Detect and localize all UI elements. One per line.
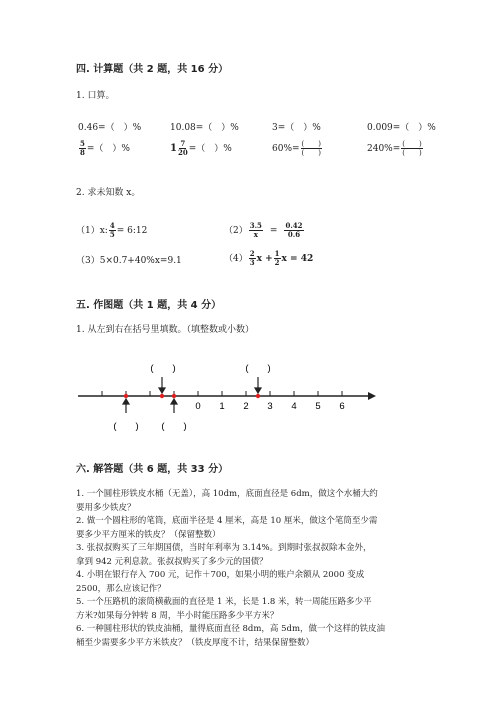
frac-num: 1 <box>274 249 280 258</box>
problem-line: 4. 小明在银行存入 700 元，记作＋700，如果小明的账户余额从 2000 变成 <box>76 570 365 580</box>
section4-title: 四. 计算题（共 2 题，共 16 分） <box>76 64 229 75</box>
frac-den: 8 <box>80 148 85 157</box>
eq2-equals: = <box>269 226 278 236</box>
oral-2-4-lead: 240%= <box>367 144 401 154</box>
point-d <box>256 394 260 398</box>
tick-label-0: 0 <box>195 401 201 412</box>
blank-below-2: ( ) <box>161 421 187 432</box>
arrow-head-icon <box>368 392 376 400</box>
tick-marks <box>102 391 342 396</box>
problem-line: 3. 张叔叔购买了三年期国债，当时年利率为 3.14%。到期时张叔叔除本金外， <box>76 543 372 553</box>
blank-below-1: ( ) <box>113 421 139 432</box>
oral-1-1: 0.46=（ ）% <box>78 123 142 133</box>
tick-label-5: 5 <box>315 401 321 412</box>
tick-label-1: 1 <box>219 401 225 412</box>
eq1-rest: = 6:12 <box>116 226 148 236</box>
oral-2-1 <box>78 140 130 157</box>
point-a <box>124 394 128 398</box>
eq4-mid: x + <box>256 254 273 264</box>
tick-label-3: 3 <box>267 401 273 412</box>
point-c <box>172 394 176 398</box>
equation-2 <box>224 222 305 239</box>
oral-2-4 <box>367 140 424 157</box>
frac-num: ( ) <box>402 140 422 148</box>
eq2-lead: （2） <box>224 226 248 236</box>
frac-num: ( ) <box>301 140 322 148</box>
problem-line: 6. 一种圆柱形状的铁皮油桶，量得底面直径 8dm，高 5dm，做一个这样的铁皮油 <box>76 624 386 634</box>
frac-den: 2 <box>274 258 280 267</box>
up-arrows <box>123 399 177 413</box>
tick-label-6: 6 <box>339 401 345 412</box>
section5-q1: 1. 从左到右在括号里填数。（填整数或小数） <box>76 325 254 335</box>
tick-label-4: 4 <box>291 401 297 412</box>
equation-4 <box>224 250 313 267</box>
eq4-lead: （4） <box>224 254 248 264</box>
frac-num: 5 <box>80 139 85 148</box>
section6-problems <box>76 488 385 650</box>
number-line-figure <box>0 355 500 440</box>
mixed-whole: 1 <box>170 143 177 154</box>
oral-1-4: 0.009=（ ）% <box>367 123 436 133</box>
oral-2-3 <box>272 140 323 157</box>
q2-label: 2. 求未知数 x。 <box>76 188 141 198</box>
frac-den: 20 <box>177 148 188 157</box>
frac-den: 0.6 <box>287 230 301 239</box>
frac-num: 2 <box>249 249 255 258</box>
q1-label: 1. 口算。 <box>76 91 115 101</box>
frac-den: 5 <box>109 230 115 239</box>
oral-1-2: 10.08=（ ）% <box>170 123 239 133</box>
problem-line: 2500，那么应该记作？ <box>76 583 166 594</box>
frac-num: 4 <box>109 221 115 230</box>
equation-3: （3）5×0.7+40%x=9.1 <box>76 256 182 266</box>
problem-line: 5. 一个压路机的滚筒横截面的直径是 1 米，长是 1.8 米，转一周能压路多少平 <box>76 597 372 607</box>
problem-line: 方米?如果每分钟转 8 周，半小时能压路多少平方米？ <box>76 610 279 621</box>
frac-den: ( ) <box>301 149 322 157</box>
frac-num: 3.5 <box>249 221 262 230</box>
problem-line: 要多少平方厘米的铁皮？（保留整数） <box>76 529 221 540</box>
frac-den: x <box>253 230 258 239</box>
problem-line: 拿到 942 元利息款。张叔叔购买了多少元的国债？ <box>76 556 268 567</box>
tick-label-2: 2 <box>243 401 249 412</box>
oral-2-3-lead: 60%= <box>272 144 300 154</box>
down-arrows <box>159 377 261 393</box>
problem-line: 要用多少铁皮？ <box>76 502 136 513</box>
oral-1-3: 3=（ ）% <box>272 123 321 133</box>
eq1-lead: （1）x: <box>76 226 108 236</box>
problem-line: 1. 一个圆柱形铁皮水桶（无盖），高 10dm，底面直径是 6dm，做这个水桶大约 <box>76 489 378 499</box>
problem-line: 2. 做一个圆柱形的笔筒，底面半径是 4 厘米，高是 10 厘米，做这个笔筒至少需 <box>76 516 378 526</box>
oral-2-1-rest: =（ ）% <box>86 144 130 154</box>
problem-line: 桶至少需要多少平方米铁皮？（铁皮厚度不计，结果保留整数） <box>76 637 315 648</box>
blank-above-1: ( ) <box>150 363 176 374</box>
oral-2-2 <box>170 140 232 157</box>
frac-den: 3 <box>249 258 255 267</box>
point-b <box>160 394 164 398</box>
oral-2-2-rest: =（ ）% <box>188 144 232 154</box>
section5-title: 五. 作图题（共 1 题，共 4 分） <box>76 300 222 311</box>
blank-above-2: ( ) <box>245 363 271 374</box>
section6-title: 六. 解答题（共 6 题，共 33 分） <box>76 464 229 475</box>
frac-num: 7 <box>180 139 186 148</box>
frac-den: ( ) <box>402 149 422 157</box>
eq4-rest: x = 42 <box>281 254 314 264</box>
frac-num: 0.42 <box>285 221 303 230</box>
equation-1 <box>76 222 147 239</box>
